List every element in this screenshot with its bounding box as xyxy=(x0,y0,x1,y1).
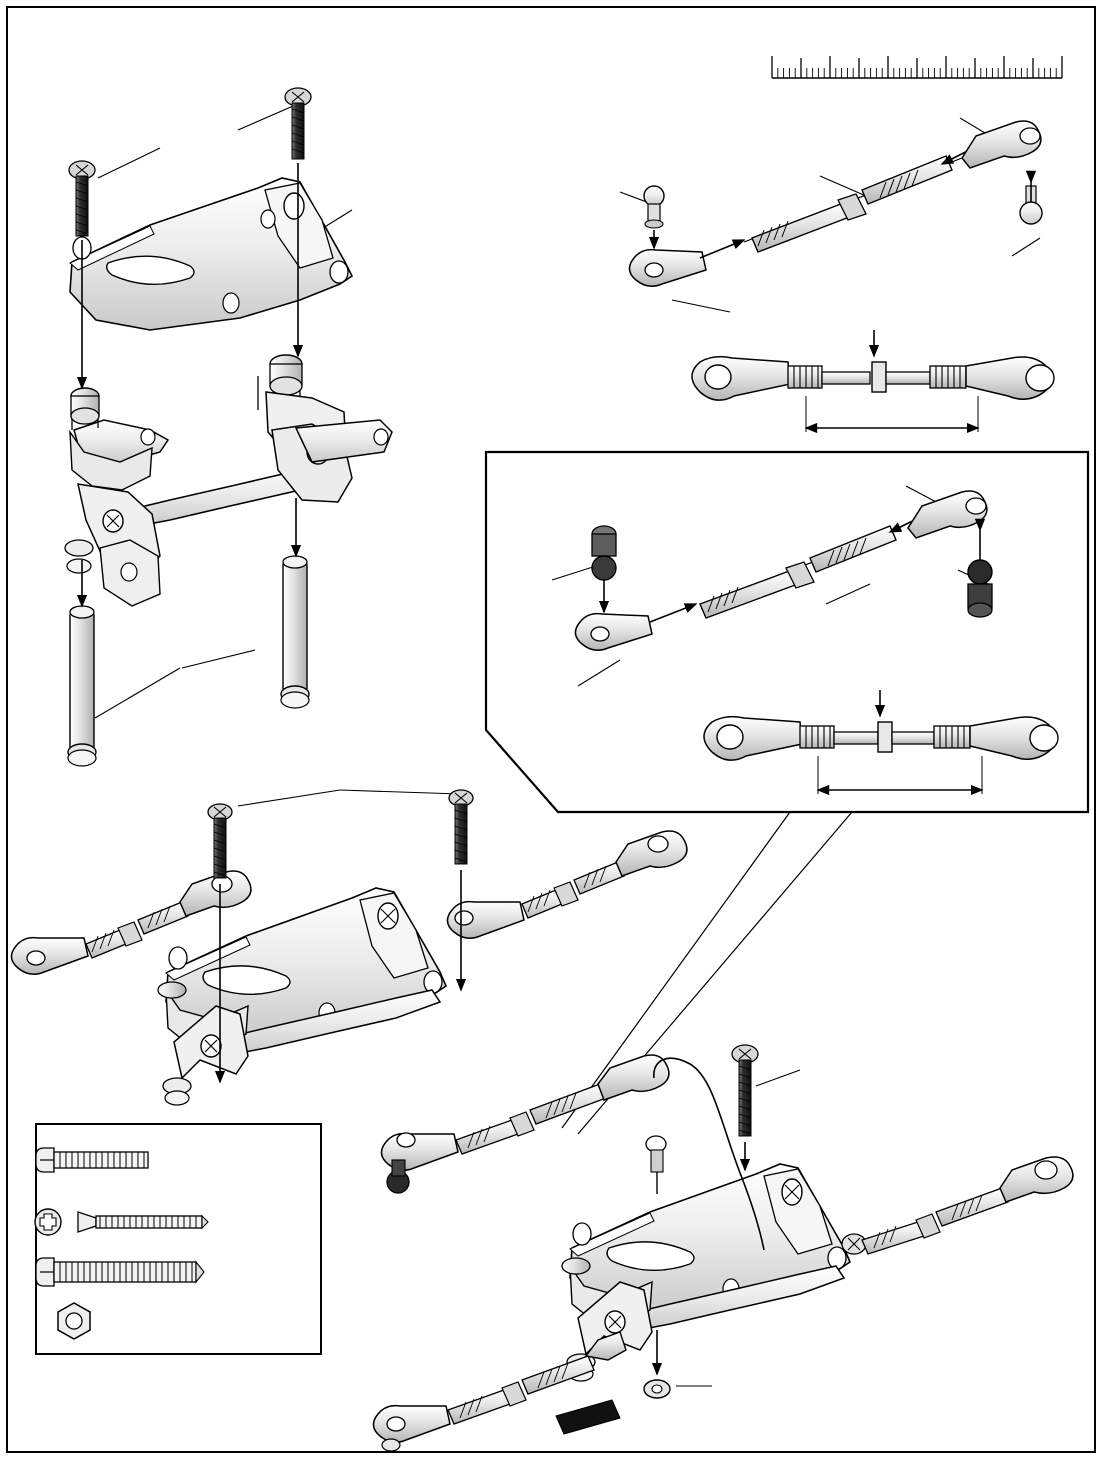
tie-rod-mid-right xyxy=(447,831,686,938)
pivot-shaft-left xyxy=(68,606,96,766)
panel-upper-left xyxy=(65,88,392,766)
screw-lower-right xyxy=(732,1045,758,1170)
tool-marker-wedge xyxy=(556,1400,620,1434)
lower-suspension-arm xyxy=(65,355,392,606)
panel-parts-legend xyxy=(35,1124,321,1354)
legend-item-1 xyxy=(36,1148,148,1172)
tie-rod-lower-right xyxy=(846,1157,1073,1254)
screw-mid-right xyxy=(449,790,473,990)
measuring-scale xyxy=(772,56,1062,78)
screw-upper-left xyxy=(69,161,95,236)
legend-item-3 xyxy=(36,1258,204,1286)
panel-upper-right xyxy=(620,118,1054,432)
pivot-shaft-right xyxy=(281,556,309,708)
panel-lower-right xyxy=(373,1045,1072,1451)
rod-end-left xyxy=(629,250,706,287)
lock-nut-lower xyxy=(644,1330,670,1398)
panel-mid-left xyxy=(11,790,686,1105)
panel-inset-boxed xyxy=(486,452,1088,812)
tie-rod-length-reference-upper xyxy=(692,330,1054,432)
mid-plate xyxy=(158,888,446,1105)
ball-stud-upper-left xyxy=(644,186,664,248)
rod-end-right xyxy=(962,121,1041,168)
upper-suspension-plate xyxy=(70,178,352,330)
ball-stud-upper-right xyxy=(1020,182,1042,224)
screw-upper-right xyxy=(285,88,311,159)
